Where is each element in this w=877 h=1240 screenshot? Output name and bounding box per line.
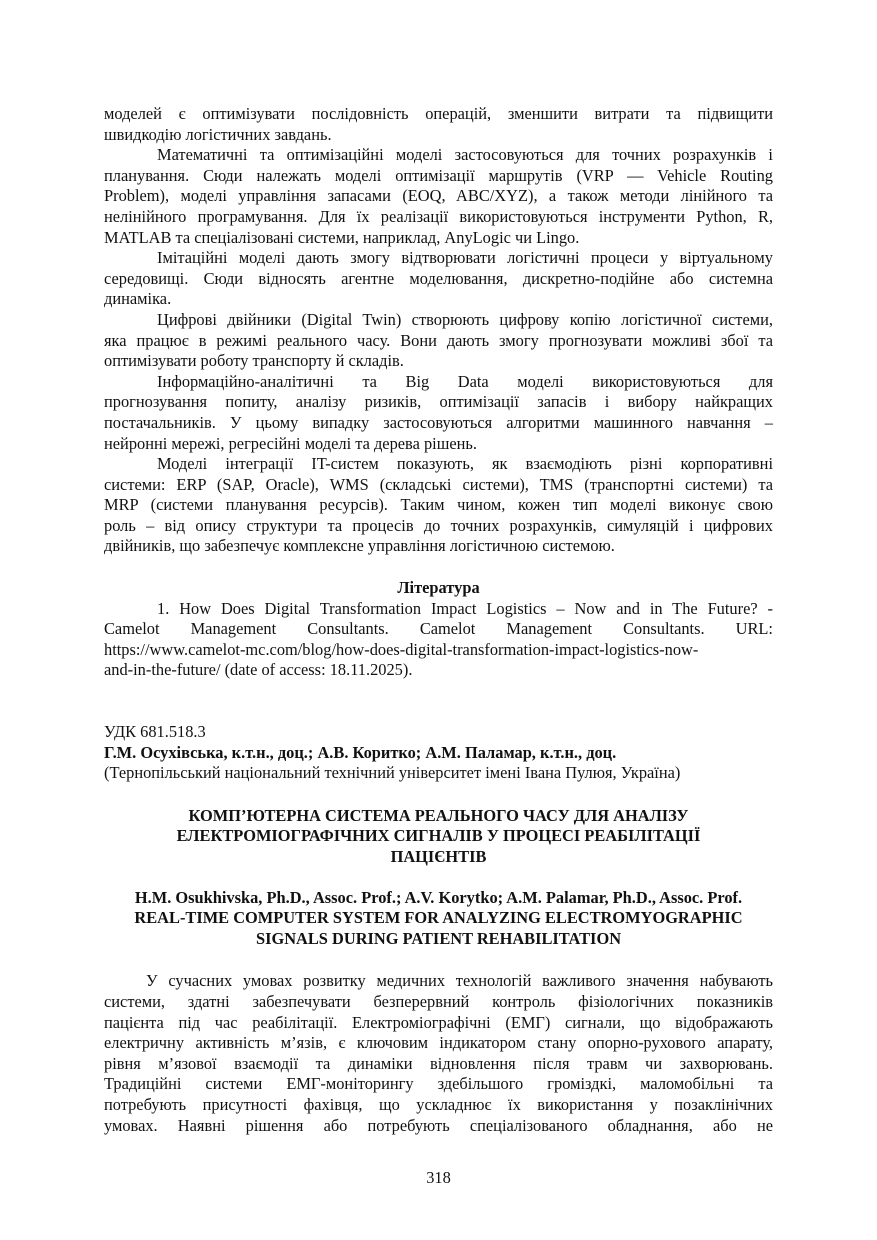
intro-paragraph [104,104,773,145]
text-line: динаміка. [104,289,172,309]
text-line: MATLAB та спеціалізовані системи, наприклад, AnyLogic чи Lingo. [104,227,580,247]
article-title-ua [104,806,773,868]
reference-line: Camelot Management Consultants. Camelot Management Consultants. URL: [104,619,773,639]
reference-line: and-in-the-future/ (date of access: 18.11.2025). [104,660,413,680]
text-line: нелінійного програмування. Для їх реалізації використовуються інструменти Python, R, [104,206,773,226]
paragraph-math-models [104,145,773,248]
paragraph-big-data [104,372,773,454]
spacer [104,784,773,806]
text-line: рівня м’язової взаємодії та динаміки відновлення після травм чи захворювань. [104,1053,773,1073]
text-line: Математичні та оптимізаційні моделі застосовуються для точних розрахунків і [157,145,773,165]
authors-ua: Г.М. Осухівська, к.т.н., доц.; А.В. Коритко; А.М. Паламар, к.т.н., доц. [104,742,617,762]
text-line: електричну активність м’язів, є ключовим індикатором стану опорно-рухового апарату, [104,1033,773,1053]
text-line: яка працює в режимі реального часу. Вони дають змогу прогнозувати можливі збої та [104,330,773,350]
authors-en: H.M. Osukhivska, Ph.D., Assoc. Prof.; A.V. Korytko; A.M. Palamar, Ph.D., Assoc. Prof. [134,887,743,907]
text-line: Problem), моделі управління запасами (EOQ, ABC/XYZ), а також методи лінійного та [104,186,773,206]
text-line: Інформаційно-аналітичні та Big Data моделі використовуються для [157,371,773,391]
title-ua-line: ЕЛЕКТРОМІОГРАФІЧНИХ СИГНАЛІВ У ПРОЦЕСІ РЕАБІЛІТАЦІЇ [176,826,701,846]
udk-code: УДК 681.518.3 [104,722,206,742]
spacer [104,949,773,971]
article-header [104,722,773,784]
title-en-line: REAL-TIME COMPUTER SYSTEM FOR ANALYZING ELECTROMYOGRAPHIC [134,908,743,928]
title-ua-line: КОМП’ЮТЕРНА СИСТЕМА РЕАЛЬНОГО ЧАСУ ДЛЯ АНАЛІЗУ [188,805,689,825]
affiliation: (Тернопільський національний технічний університет імені Івана Пулюя, Україна) [104,763,681,783]
references-heading: Література [397,578,480,598]
text-line: Традиційні системи ЕМГ-моніторингу здебільшого громіздкі, маломобільні та [104,1074,773,1094]
text-line: Цифрові двійники (Digital Twin) створюють цифрову копію логістичної системи, [157,309,773,329]
paragraph-digital-twins [104,310,773,372]
spacer [104,868,773,888]
spacer [104,557,773,578]
text-line: роль – від опису структури та процесів до точних розрахунків, симуляцій і цифрових [104,515,773,535]
text-line: У сучасних умовах розвитку медичних технологій важливого значення набувають [146,971,773,991]
title-en-line: SIGNALS DURING PATIENT REHABILITATION [255,928,622,948]
article-body-paragraph [104,971,773,1136]
text-line: швидкодію логістичних завдань. [104,124,332,144]
text-line: потребують присутності фахівця, що ускладнює їх використання у позаклінічних [104,1094,773,1114]
text-line: оптимізувати роботу транспорту й складів. [104,351,404,371]
text-line: середовищі. Сюди відносять агентне моделювання, дискретно-подійне або системна [104,268,773,288]
text-line: прогнозування попиту, аналізу ризиків, оптимізації запасів і вибору найкращих [104,392,773,412]
text-line: постачальників. У цьому випадку застосовуються алгоритми машинного навчання – [104,412,773,432]
reference-url-line[interactable]: https://www.camelot-mc.com/blog/how-does-digital-transformation-impact-logistics-now- [104,639,699,659]
reference-line: 1. How Does Digital Transformation Impact Logistics – Now and in The Future? - [157,598,773,618]
text-line: планування. Сюди належать моделі оптимізації маршрутів (VRP — Vehicle Routing [104,165,773,185]
title-ua-line: ПАЦІЄНТІВ [390,847,487,866]
text-line: пацієнта під час реабілітації. Електроміографічні (ЕМГ) сигнали, що відображають [104,1012,773,1032]
paragraph-it-integration [104,454,773,557]
text-line: Імітаційні моделі дають змогу відтворювати логістичні процеси у віртуальному [157,248,773,268]
text-line: моделей є оптимізувати послідовність операцій, зменшити витрати та підвищити [104,104,773,123]
document-page [104,104,773,1136]
article-title-en [104,888,773,950]
text-line: двійників, що забезпечує комплексне управління логістичною системою. [104,536,615,556]
text-line: MRP (системи планування ресурсів). Таким чином, кожен тип моделі виконує свою [104,495,773,515]
text-line: системи, здатні забезпечувати безперервний контроль фізіологічних показників [104,991,773,1011]
page-number: 318 [426,1168,451,1187]
text-line: Моделі інтеграції IT-систем показують, як взаємодіють різні корпоративні [157,454,773,474]
paragraph-simulation-models [104,248,773,310]
text-line: нейронні мережі, регресійні моделі та дерева рішень. [104,433,477,453]
references-section [104,578,773,681]
spacer [104,681,773,722]
text-line: умовах. Наявні рішення або потребують спеціалізованого обладнання, або не [104,1115,773,1135]
text-line: системи: ERP (SAP, Oracle), WMS (складські системи), TMS (транспортні системи) та [104,474,773,494]
